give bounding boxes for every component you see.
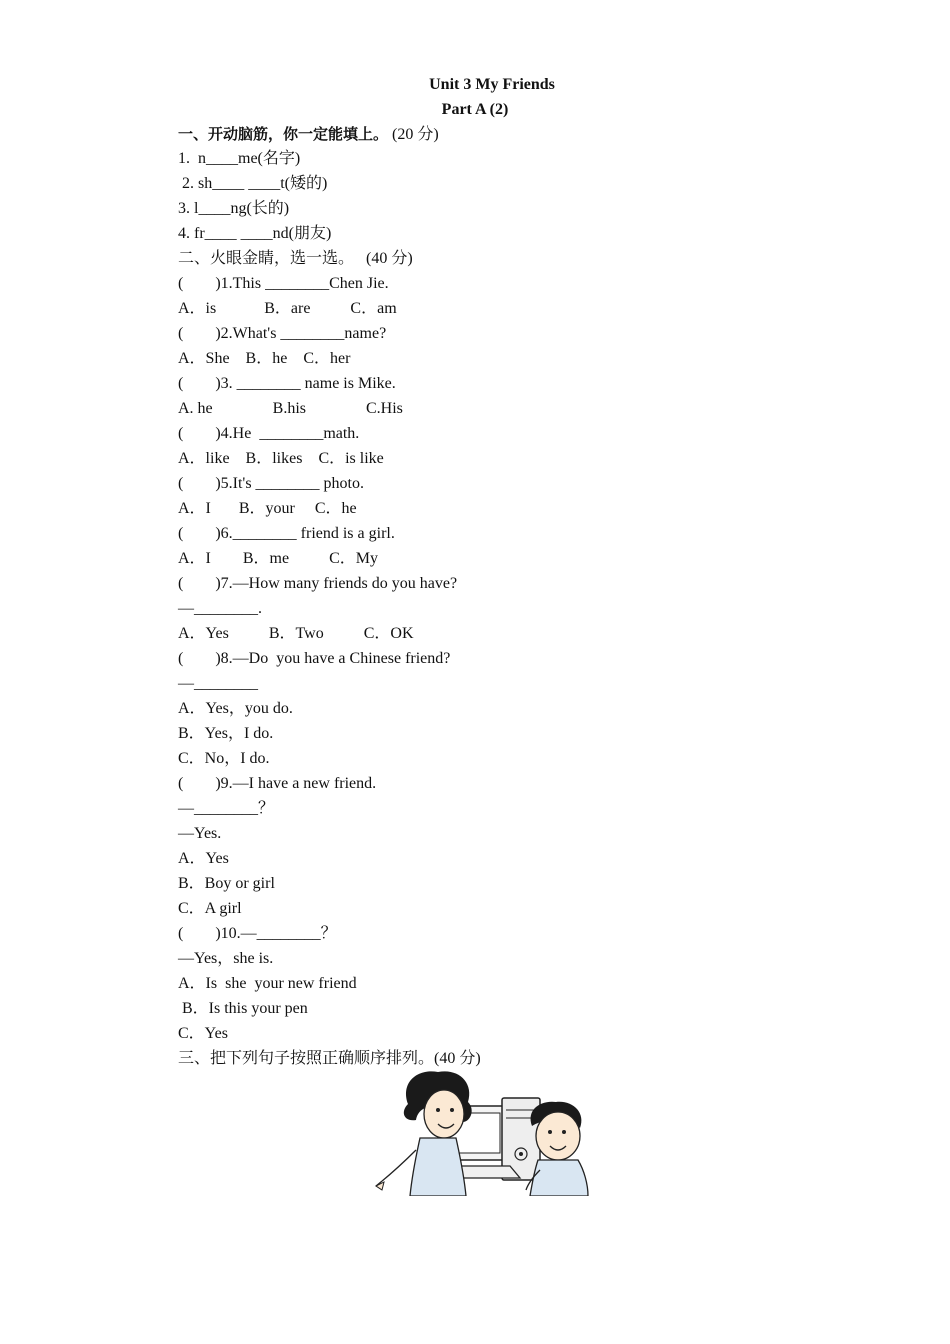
line-text: A．I B．me C．My [178, 550, 379, 567]
worksheet-line [178, 399, 698, 424]
worksheet-line [178, 224, 698, 249]
worksheet-line [178, 974, 698, 999]
line-text: —________. [178, 600, 262, 617]
line-text: ( )8.—Do you have a Chinese friend? [178, 650, 451, 667]
line-text: ( )10.—________？ [178, 925, 337, 942]
worksheet-line [178, 624, 698, 649]
part-subtitle: Part A (2) [441, 101, 509, 118]
line-text: ( )9.—I have a new friend. [178, 775, 377, 792]
worksheet-line [178, 549, 698, 574]
worksheet-line [178, 524, 698, 549]
two-kids-computer-illustration [360, 1066, 626, 1196]
line-text: ( )3. ________ name is Mike. [178, 375, 396, 392]
line-text: 2. sh____ ____t(矮的) [178, 175, 328, 192]
line-text: A．I B．your C．he [178, 500, 357, 517]
worksheet-line [178, 149, 698, 174]
worksheet-line [178, 674, 698, 699]
line-text: ( )2.What's ________name? [178, 325, 387, 342]
line-text: A．Yes，you do. [178, 700, 293, 717]
line-text: ( )4.He ________math. [178, 425, 360, 442]
worksheet-line [178, 999, 698, 1024]
worksheet-line [178, 499, 698, 524]
worksheet-line [178, 324, 698, 349]
line-text: ( )1.This ________Chen Jie. [178, 275, 389, 292]
line-text: C．A girl [178, 900, 242, 917]
line-text: B．Is this your pen [178, 1000, 308, 1017]
worksheet-line [178, 724, 698, 749]
worksheet-line [178, 174, 698, 199]
worksheet-line [178, 349, 698, 374]
line-text: —Yes，she is. [178, 950, 274, 967]
line-text: 3. l____ng(长的) [178, 200, 290, 217]
worksheet-line [178, 874, 698, 899]
unit-title: Unit 3 My Friends [429, 76, 555, 93]
line-text: A．She B．he C．her [178, 350, 351, 367]
line-text: B．Boy or girl [178, 875, 275, 892]
line-text: ( )7.—How many friends do you have? [178, 575, 458, 592]
line-text: A. he B.his C.His [178, 400, 403, 417]
worksheet-line [178, 1024, 698, 1049]
worksheet-line [178, 449, 698, 474]
exercise-lines [178, 124, 698, 1074]
worksheet-line [178, 824, 698, 849]
line-text: C．No，I do. [178, 750, 270, 767]
line-text: 1. n____me(名字) [178, 150, 301, 167]
worksheet-line [178, 474, 698, 499]
worksheet-line [178, 899, 698, 924]
line-text: B．Yes，I do. [178, 725, 274, 742]
worksheet-line [178, 774, 698, 799]
line-text: A．is B．are C．am [178, 300, 397, 317]
worksheet-line [178, 649, 698, 674]
worksheet-line [178, 274, 698, 299]
line-text: 4. fr____ ____nd(朋友) [178, 225, 332, 242]
line-text: 三、把下列句子按照正确顺序排列。(40 分) [178, 1050, 481, 1067]
worksheet-line [178, 199, 698, 224]
worksheet-line [178, 849, 698, 874]
line-text: ( )5.It's ________ photo. [178, 475, 364, 492]
worksheet-line [178, 924, 698, 949]
line-text: —________？ [178, 800, 275, 817]
line-text: A．Yes [178, 850, 229, 867]
line-text: —________ [178, 675, 258, 692]
section-score: (20 分) [388, 126, 439, 143]
worksheet-line [178, 299, 698, 324]
worksheet-line [178, 699, 698, 724]
line-text: C．Yes [178, 1025, 228, 1042]
worksheet-line [178, 749, 698, 774]
worksheet-line [178, 249, 698, 274]
line-text: —Yes. [178, 825, 222, 842]
worksheet-line [178, 374, 698, 399]
line-text: A．like B．likes C．is like [178, 450, 384, 467]
line-text: ( )6.________ friend is a girl. [178, 525, 395, 542]
worksheet-line [178, 574, 698, 599]
worksheet-line [178, 599, 698, 624]
worksheet-line [178, 949, 698, 974]
worksheet-line [178, 124, 698, 149]
line-text: 一、开动脑筋，你一定能填上。 [178, 125, 389, 143]
line-text: 二、火眼金睛，选一选。 (40 分) [178, 250, 413, 267]
worksheet-line [178, 799, 698, 824]
worksheet-line [178, 424, 698, 449]
line-text: A．Is she your new friend [178, 975, 357, 992]
line-text: A．Yes B．Two C．OK [178, 625, 414, 642]
